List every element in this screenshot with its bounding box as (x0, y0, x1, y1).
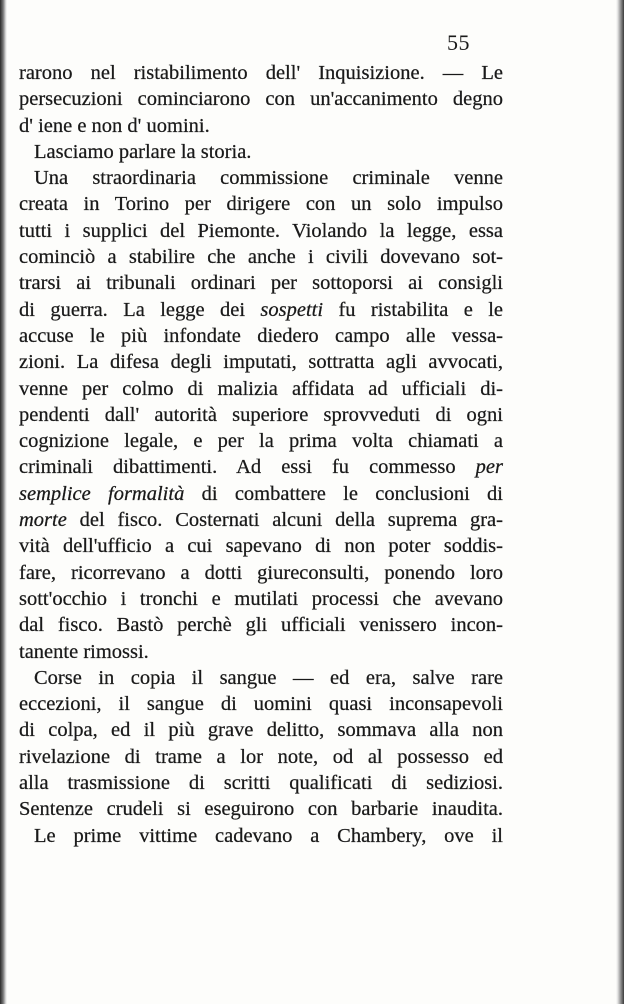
text-line-21: sott'occhio i tronchi e mutilati processi che avevano (19, 587, 503, 610)
text-line-17-post: di combattere le conclusioni di (184, 482, 503, 505)
text-line-14: pendenti dall' autorità superiore sprovveduti di ogni (19, 403, 503, 426)
text-line-19: vità dell'ufficio a cui sapevano di non poter soddis- (19, 535, 503, 558)
text-line-9: trarsi ai tribunali ordinari per sottoporsi ai consigli (19, 272, 503, 295)
text-line-12: zioni. La difesa degli imputati, sottratta agli avvocati, (19, 351, 503, 374)
text-line-18-post: del fisco. Costernati alcuni della suprema gra- (66, 509, 503, 532)
text-line-29: Sentenze crudeli si eseguirono con barbarie inaudita. (19, 798, 503, 821)
text-line-11: accuse le più infondate diedero campo alle vessa- (19, 324, 503, 347)
text-line-16 (19, 454, 503, 480)
text-line-6: creata in Torino per dirigere con un solo impulso (19, 193, 503, 216)
text-line-7: tutti i supplici del Piemonte. Violando la legge, essa (19, 219, 503, 242)
text-line-26: di colpa, ed il più grave delitto, sommava alla non (19, 719, 503, 742)
body-text (19, 60, 503, 849)
text-line-10-pre: di guerra. La legge dei (19, 298, 261, 321)
text-line-17 (19, 481, 503, 507)
text-line-17-italic: semplice formalità (19, 482, 185, 505)
text-line-28: alla trasmissione di scritti qualificati di sediziosi. (19, 772, 503, 795)
text-line-23: tanente rimossi. (19, 640, 149, 663)
text-line-22: dal fisco. Bastò perchè gli ufficiali venissero incon- (19, 614, 503, 637)
text-line-15: cognizione legale, e per la prima volta chiamati a (19, 430, 503, 453)
text-line-18 (19, 507, 503, 533)
text-line-10-italic: sospetti (260, 298, 324, 321)
text-line-4: Lasciamo parlare la storia. (34, 140, 252, 163)
text-line-16-pre: criminali dibattimenti. Ad essi fu commesso (19, 456, 476, 479)
text-line-10 (19, 297, 503, 323)
text-line-8: cominciò a stabilire che anche i civili dovevano sot- (19, 246, 503, 269)
page-edge-right (616, 0, 624, 1004)
page-edge-left (0, 0, 7, 1004)
page-number: 55 (447, 30, 470, 55)
text-line-27: rivelazione di trame a lor note, od al possesso ed (19, 745, 503, 768)
text-line-25: eccezioni, il sangue di uomini quasi inconsapevoli (19, 693, 503, 716)
text-line-3: d' iene e non d' uomini. (19, 114, 210, 137)
text-line-2: persecuzioni cominciarono con un'accanimento degno (19, 88, 503, 111)
text-line-20: fare, ricorrevano a dotti giureconsulti, ponendo loro (19, 561, 503, 584)
text-line-30: Le prime vittime cadevano a Chambery, ove il (34, 824, 503, 847)
text-line-24: Corse in copia il sangue — ed era, salve rare (34, 666, 503, 689)
text-line-18-italic: morte (19, 509, 67, 532)
text-line-16-italic: per (475, 456, 503, 479)
text-line-5: Una straordinaria commissione criminale venne (34, 167, 503, 190)
text-line-1: rarono nel ristabilimento dell' Inquisizione. — Le (19, 62, 503, 84)
text-line-13: venne per colmo di malizia affidata ad ufficiali di- (19, 377, 503, 400)
text-line-10-post: fu ristabilita e le (323, 298, 503, 321)
